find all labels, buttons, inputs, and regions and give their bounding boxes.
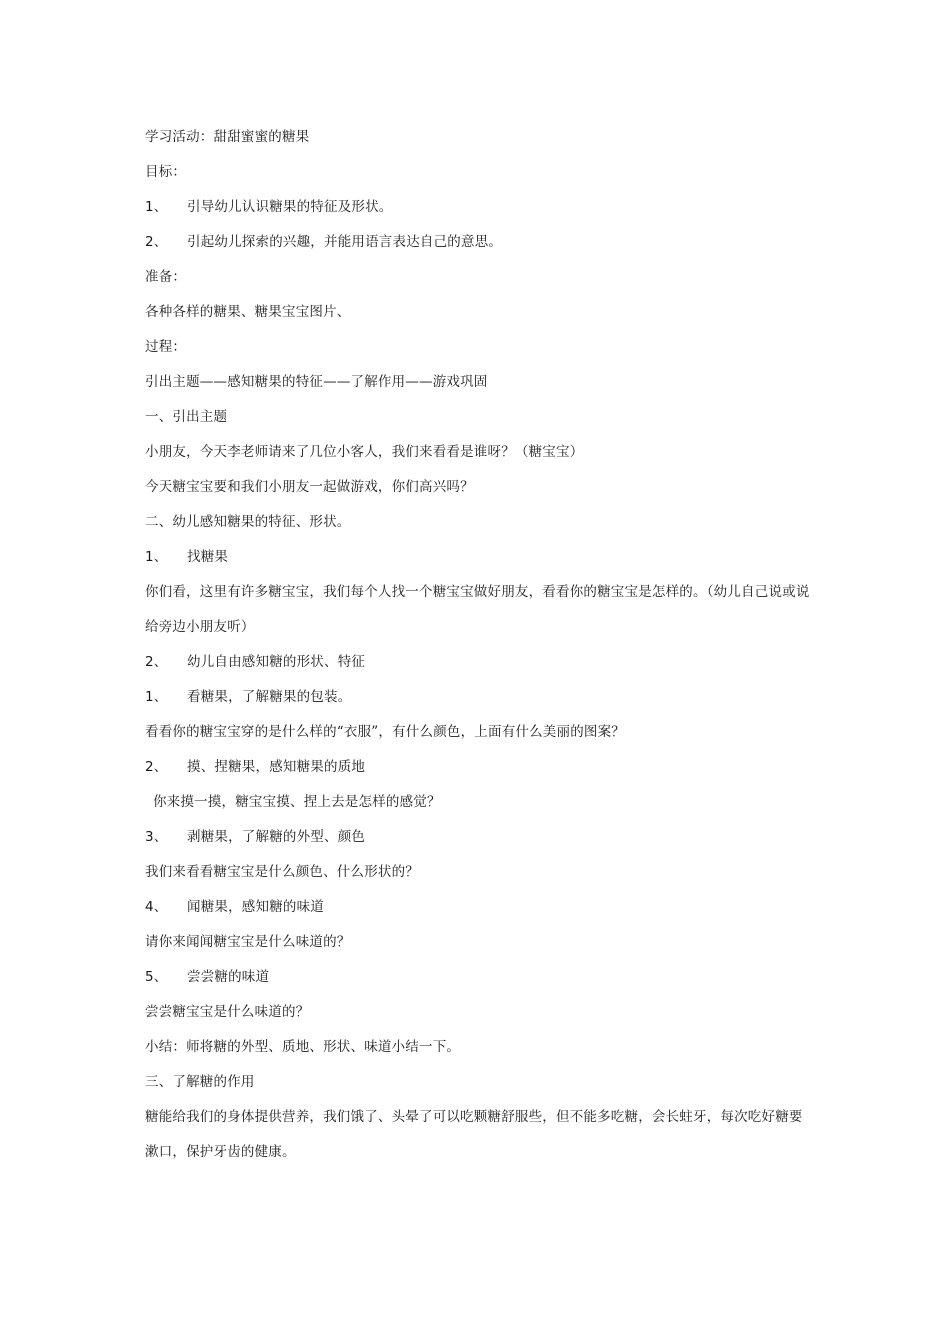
step-number: 1、: [145, 689, 168, 705]
step-text: 看糖果，了解糖果的包装。: [187, 689, 352, 705]
goal-text: 引起幼儿探索的兴趣，并能用语言表达自己的意思。: [187, 234, 503, 250]
goal-item: [145, 230, 815, 265]
find-paragraph: 你们看，这里有许多糖宝宝，我们每个人找一个糖宝宝做好朋友，看看你的糖宝宝是怎样的。（幼儿自己说或说给旁边小朋友听）: [145, 584, 810, 635]
goal-text: 引导幼儿认识糖果的特征及形状。: [187, 199, 393, 215]
find-number: 1、: [145, 549, 168, 565]
step-item: [145, 685, 815, 720]
prep-heading: 准备：: [145, 269, 187, 285]
step-detail: 请你来闻闻糖宝宝是什么味道的？: [145, 934, 351, 950]
free-number: 2、: [145, 654, 168, 670]
find-text: 找糖果: [187, 549, 229, 565]
free-text: 幼儿自由感知糖的形状、特征: [187, 654, 366, 670]
step-item: [145, 825, 815, 860]
step-text: 尝尝糖的味道: [187, 969, 270, 985]
goals-heading: 目标：: [145, 164, 187, 180]
document-title: 学习活动：甜甜蜜蜜的糖果: [145, 129, 310, 145]
document-body: [145, 125, 815, 1175]
step-number: 2、: [145, 759, 168, 775]
step-detail: 尝尝糖宝宝是什么味道的？: [145, 1004, 310, 1020]
section2-heading: 二、幼儿感知糖果的特征、形状。: [145, 514, 351, 530]
section3-paragraph: 糖能给我们的身体提供营养，我们饿了、头晕了可以吃颗糖舒服些，但不能多吃糖，会长蛀牙，每次吃好糖要漱口，保护牙齿的健康。: [145, 1109, 803, 1160]
section1-heading: 一、引出主题: [145, 409, 228, 425]
section2-summary: 小结：师将糖的外型、质地、形状、味道小结一下。: [145, 1039, 461, 1055]
goal-number: 2、: [145, 234, 168, 250]
goal-item: [145, 195, 815, 230]
section1-line: 小朋友，今天李老师请来了几位小客人，我们来看看是谁呀？（糖宝宝）: [145, 444, 584, 460]
step-text: 闻糖果，感知糖的味道: [187, 899, 324, 915]
step-item: [145, 965, 815, 1000]
step-item: [145, 895, 815, 930]
process-heading: 过程：: [145, 339, 187, 355]
section3-heading: 三、了解糖的作用: [145, 1074, 255, 1090]
free-item: [145, 650, 815, 685]
goal-number: 1、: [145, 199, 168, 215]
process-flow: 引出主题——感知糖果的特征——了解作用——游戏巩固: [145, 374, 488, 390]
step-number: 3、: [145, 829, 168, 845]
step-detail: 我们来看看糖宝宝是什么颜色、什么形状的？: [145, 864, 419, 880]
step-text: 剥糖果，了解糖的外型、颜色: [187, 829, 366, 845]
step-number: 4、: [145, 899, 168, 915]
step-number: 5、: [145, 969, 168, 985]
prep-text: 各种各样的糖果、糖果宝宝图片、: [145, 304, 351, 320]
step-detail: 你来摸一摸，糖宝宝摸、捏上去是怎样的感觉？: [153, 794, 441, 810]
section1-line: 今天糖宝宝要和我们小朋友一起做游戏，你们高兴吗？: [145, 479, 474, 495]
step-detail: 看看你的糖宝宝穿的是什么样的“衣服”，有什么颜色，上面有什么美丽的图案？: [145, 724, 626, 740]
step-item: [145, 755, 815, 790]
step-text: 摸、捏糖果，感知糖果的质地: [187, 759, 366, 775]
